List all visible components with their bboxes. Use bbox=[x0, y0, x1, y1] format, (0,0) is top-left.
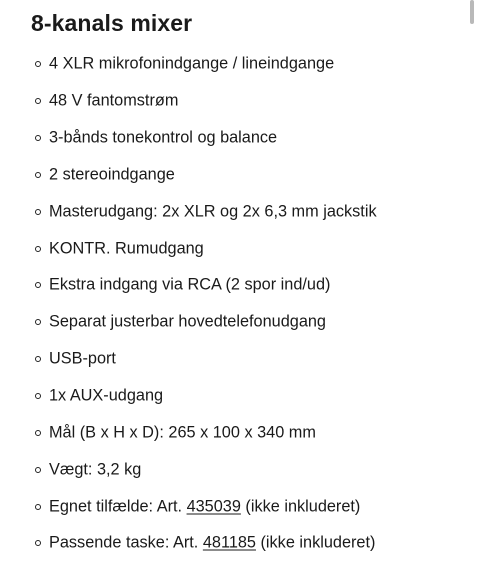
spec-text: Ekstra indgang via RCA (2 spor ind/ud) bbox=[49, 275, 331, 294]
spec-text-suffix: (ikke inkluderet) bbox=[240, 497, 361, 516]
bullet-icon bbox=[35, 282, 41, 288]
list-item bbox=[0, 341, 470, 378]
list-item bbox=[0, 525, 470, 562]
bullet-icon bbox=[35, 540, 41, 546]
spec-text: Separat justerbar hovedtelefonudgang bbox=[49, 312, 326, 331]
list-item bbox=[0, 157, 470, 194]
spec-text: 48 V fantomstrøm bbox=[49, 91, 179, 110]
bullet-icon bbox=[35, 61, 41, 67]
bullet-icon bbox=[35, 504, 41, 510]
list-item bbox=[0, 414, 470, 451]
bullet-icon bbox=[35, 356, 41, 362]
list-item bbox=[0, 488, 470, 525]
list-item bbox=[0, 378, 470, 415]
bullet-icon bbox=[35, 98, 41, 104]
bullet-icon bbox=[35, 172, 41, 178]
bullet-icon bbox=[35, 393, 41, 399]
spec-text: Mål (B x H x D): 265 x 100 x 340 mm bbox=[49, 423, 316, 442]
spec-text: KONTR. Rumudgang bbox=[49, 239, 204, 258]
spec-text: 2 stereoindgange bbox=[49, 165, 175, 184]
bullet-icon bbox=[35, 467, 41, 473]
spec-text-prefix: Passende taske: Art. bbox=[49, 533, 203, 552]
spec-text bbox=[49, 497, 360, 516]
spec-text: 4 XLR mikrofonindgange / lineindgange bbox=[49, 54, 335, 73]
list-item bbox=[0, 83, 470, 120]
scrollbar-thumb[interactable] bbox=[470, 0, 474, 24]
list-item bbox=[0, 193, 470, 230]
spec-text: 1x AUX-udgang bbox=[49, 386, 164, 405]
bullet-icon bbox=[35, 430, 41, 436]
list-item bbox=[0, 46, 470, 83]
bullet-icon bbox=[35, 246, 41, 252]
list-item bbox=[0, 230, 470, 267]
spec-text-prefix: Egnet tilfælde: Art. bbox=[49, 497, 187, 516]
list-item bbox=[0, 120, 470, 157]
list-item bbox=[0, 451, 470, 488]
bullet-icon bbox=[35, 209, 41, 215]
spec-text: USB-port bbox=[49, 349, 116, 368]
bullet-icon bbox=[35, 319, 41, 325]
spec-text: Masterudgang: 2x XLR og 2x 6,3 mm jackstik bbox=[49, 202, 377, 221]
bullet-icon bbox=[35, 135, 41, 141]
spec-text bbox=[49, 534, 375, 553]
spec-text: 3-bånds tonekontrol og balance bbox=[49, 128, 278, 147]
bag-article-link[interactable]: 481185 bbox=[202, 533, 256, 552]
case-article-link[interactable]: 435039 bbox=[186, 497, 241, 516]
list-item bbox=[0, 267, 470, 304]
spec-text-suffix: (ikke inkluderet) bbox=[255, 533, 376, 552]
page-title: 8-kanals mixer bbox=[31, 10, 193, 36]
spec-list bbox=[0, 46, 470, 562]
spec-text: Vægt: 3,2 kg bbox=[49, 460, 142, 479]
list-item bbox=[0, 304, 470, 341]
